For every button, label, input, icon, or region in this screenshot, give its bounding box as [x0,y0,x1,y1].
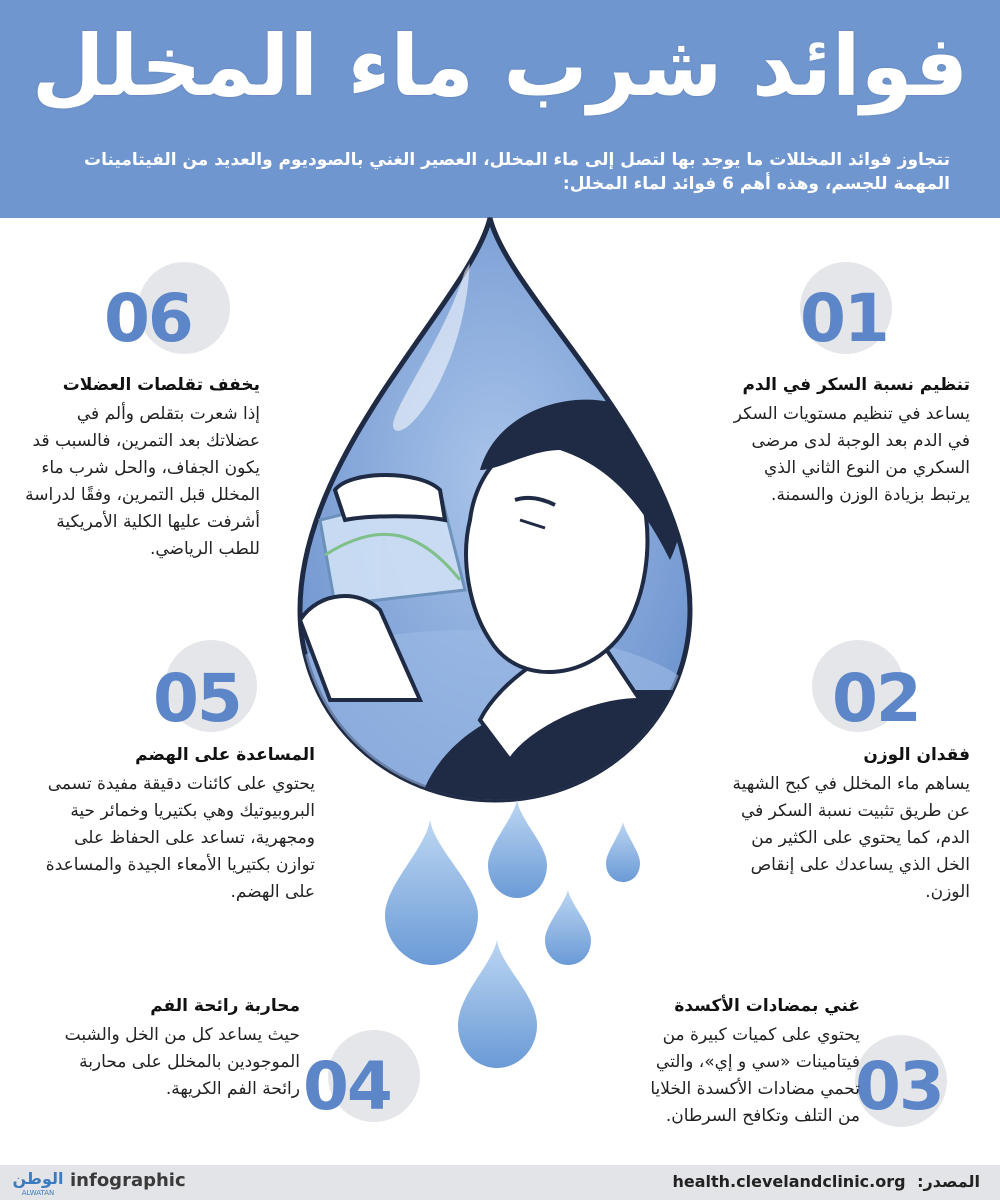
benefit-title: المساعدة على الهضم [135,745,315,765]
benefit-02 [720,742,970,906]
benefit-text: حيث يساعد كل من الخل والشبت الموجودين بالمخلل على محاربة رائحة الفم الكريهة. [64,1025,300,1099]
brand-label: infographic [70,1170,186,1191]
benefit-text: إذا شعرت بتقلص وألم في عضلاتك بعد التمرين، فالسبب قد يكون الجفاف، والحل شرب ماء المخلل قبل التمرين، وفقًا لدراسة أشرفت عليها الكلية الأمريكية للطب الرياضي. [25,404,260,559]
number-01: 01 [800,280,888,357]
benefit-04 [45,993,300,1103]
benefit-03 [630,993,860,1130]
benefit-title: محاربة رائحة الفم [150,996,300,1016]
intro-text: تتجاوز فوائد المخللات ما يوجد بها لتصل إلى ماء المخلل، العصير الغني بالصوديوم والعديد من الفيتامينات المهمة للجسم، وهذه أهم 6 فوائد لماء المخلل: [84,150,950,194]
svg-text:الوطن: الوطن [12,1169,64,1188]
small-drops [385,800,640,1068]
source-url: health.clevelandclinic.org [672,1172,906,1191]
svg-text:ALWATAN: ALWATAN [21,1189,55,1197]
benefit-text: يحتوي على كائنات دقيقة مفيدة تسمى البروبيوتيك وهي بكتيريا وخمائر حية ومجهرية، تساعد على الحفاظ على توازن بكتيريا الأمعاء الجيدة والمساعدة على الهضم. [45,774,315,902]
page-title: فوائد شرب ماء المخلل [31,17,969,115]
number-02: 02 [832,660,920,737]
benefit-06 [20,372,260,563]
benefit-title: يخفف تقلصات العضلات [62,375,260,395]
benefit-01 [720,372,970,509]
source-label: المصدر: [917,1172,980,1191]
benefit-text: يساهم ماء المخلل في كبح الشهية عن طريق تثبيت نسبة السكر في الدم، كما يحتوي على الكثير من الخل الذي يساعدك على إنقاص الوزن. [732,774,970,902]
number-04: 04 [303,1048,391,1125]
benefit-title: فقدان الوزن [863,745,970,765]
source-credit [672,1172,980,1191]
benefit-text: يساعد في تنظيم مستويات السكر في الدم بعد الوجبة لدى مرضى السكري من النوع الثاني الذي يرتبط بزيادة الوزن والسمنة. [733,404,970,505]
alwatan-logo [8,1168,68,1198]
number-03: 03 [855,1048,943,1125]
benefit-title: غني بمضادات الأكسدة [674,996,860,1016]
benefit-05 [30,742,315,906]
benefit-text: يحتوي على كميات كبيرة من فيتامينات «سي و إي»، والتي تحمي مضادات الأكسدة الخلايا من التلف وتكافح السرطان. [650,1025,860,1126]
number-05: 05 [153,660,241,737]
number-06: 06 [104,280,192,357]
benefit-title: تنظيم نسبة السكر في الدم [742,375,970,395]
